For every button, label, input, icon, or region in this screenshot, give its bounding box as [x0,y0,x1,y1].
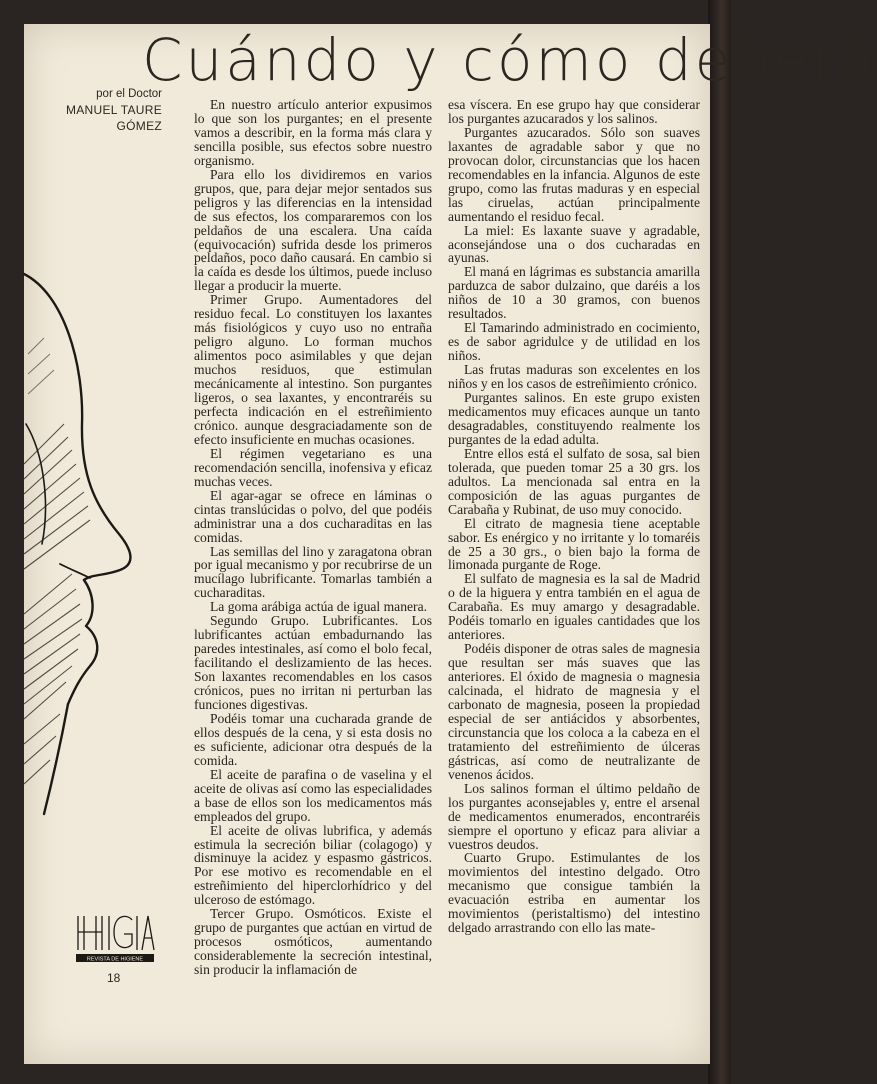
magazine-page [24,24,877,1064]
paragraph: Los salinos forman el último peldaño de los purgantes aconsejables y, entre el arsenal de medicamentos enumerados, encontraréis siempre el oportuno y eficaz para aliviar a vuestros deudos. [448,780,700,852]
paragraph: Podéis tomar una cucharada grande de ellos después de la cena, y si esta dosis no es suficiente, adicionar otra después de la comida. [194,710,432,768]
byline-prefix: por el Doctor [96,88,162,100]
paragraph: Cuarto Grupo. Estimulantes de los movimientos del intestino delgado. Otro mecanismo que consigue también la evacuación estriba en aumentar los movimientos (peristaltismo) del intestino delgado arrastrando con ello las mate- [448,850,700,936]
paragraph: esa víscera. En ese grupo hay que considerar los purgantes azucarados y los salinos. [448,97,700,126]
magazine-spine [708,0,731,1084]
paragraph: El maná en lágrimas es substancia amarilla parduzca de sabor dulzaino, que daréis a los niños de 10 a 30 gramos, con buenos resultados. [448,264,700,322]
higia-logo [74,914,156,968]
paragraph: Purgantes azucarados. Sólo son suaves laxantes de agradable sabor y que no provocan dolor, circunstancias que los hacen recomendables en la infancia. Algunos de este grupo, como las frutas maduras y en especial las ciruelas, actúan principalmente aumentando el residuo fecal. [448,124,700,224]
text-column-right [448,98,700,935]
paragraph: La miel: Es laxante suave y agradable, aconsejándose una o dos cucharadas en ayunas. [448,222,700,266]
logo-subtitle: REVISTA DE HIGIENE [86,956,144,963]
paragraph: Segundo Grupo. Lubrificantes. Los lubrificantes actúan embadurnando las paredes intestinales, así como el bolo fecal, facilitando el deslizamiento de las heces. Son laxantes recomendables en los casos crónicos, pues no irritan ni perturban las funciones digestivas. [194,613,432,712]
paragraph: El régimen vegetariano es una recomendación sencilla, inofensiva y eficaz muchas veces. [194,445,432,489]
paragraph: En nuestro artículo anterior expusimos lo que son los purgantes; en el presente vamos a describir, en la forma más clara y sencilla posible, sus efectos sobre nuestro organismo. [194,97,432,168]
paragraph: El sulfato de magnesia es la sal de Madrid o de la higuera y entra también en el agua de Carabaña. Es muy amargo y desagradable. Podéis tomarlo en iguales cantidades que los anteriores. [448,571,700,643]
paragraph: El aceite de olivas lubrifica, y además estimula la secreción biliar (colagogo) y disminuye la acidez y espasmo gástricos. Por ese motivo es recomendable en el estreñimiento del hiperclorhídrico y del ulceroso de estómago. [194,822,432,908]
paragraph: La goma arábiga actúa de igual manera. [210,599,428,615]
paragraph: Las frutas maduras son excelentes en los niños y en los casos de estreñimiento crónico. [448,362,700,392]
paragraph: Para ello los dividiremos en varios grupos, que, para dejar mejor sentados sus peligros y las diferencias en la intensidad de sus efectos, los compararemos con los peldaños de una escalera. Una caída (equivocación) sufrida desde los primeros peldaños, poco daño causará. En cambio si la caída es desde los últimos, puede incluso llegar a producir la muerte. [194,166,432,294]
article-title: Cuándo y cómo deberá [142,26,877,94]
higia-logo-mark [74,914,156,964]
author-name-line-2: GÓMEZ [116,119,162,133]
page-number: 18 [107,971,121,985]
paragraph: Podéis disponer de otras sales de magnesia que resultan ser más suaves que las anteriores. El óxido de magnesia o magnesia calcinada, el hidrato de magnesia y el carbonato de magnesia, poseen la propiedad especial de ser antiácidos y absorbentes, circunstancia que los coloca a la cabeza en el tratamiento del estreñimiento de úlceras gástricas, así como de neutralizante de venenos ácidos. [448,641,700,782]
text-column-left [194,98,432,977]
author-name-line-1: MANUEL TAURE [65,103,162,117]
paragraph: Entre ellos está el sulfato de sosa, sal bien tolerada, que pueden tomar 25 a 30 grs. los adultos. La mencionada sal entra en la composición de las aguas purgantes de Carabaña y Rubinat, de uso muy conocido. [448,445,700,517]
paragraph: Las semillas del lino y zaragatona obran por igual mecanismo y por recubrirse de un mucílago lubrificante. Tomarlas también a cucharaditas. [194,543,432,601]
paragraph: El agar-agar se ofrece en láminas o cintas translúcidas o polvo, del que podéis administrar una a dos cucharaditas en las comidas. [194,487,432,545]
byline [24,86,162,134]
paragraph: El citrato de magnesia tiene aceptable sabor. Es enérgico y no irritante y lo tomaréis de 25 a 30 grs., o bien bajo la forma de limonada purgante de Roge. [448,515,700,573]
paragraph: Purgantes salinos. En este grupo existen medicamentos muy eficaces aunque un tanto desagradables, constituyendo realmente los purgantes de la edad adulta. [448,390,700,447]
paragraph: Tercer Grupo. Osmóticos. Existe el grupo de purgantes que actúan en virtud de procesos osmóticos, aumentando considerablemente la secreción intestinal, sin producir la inflamación de [194,906,432,978]
paragraph: El aceite de parafina o de vaselina y el aceite de olivas así como las especialidades a base de ellos son los medicamentos más empleados del grupo. [194,766,432,824]
paragraph: El Tamarindo administrado en cocimiento, es de sabor agridulce y de utilidad en los niños. [448,320,700,364]
paragraph: Primer Grupo. Aumentadores del residuo fecal. Lo constituyen los laxantes más fisiológicos y cuyo uso no entraña peligro alguno. Lo forman muchos alimentos poco asimilables y que dejan muchos residuos, que estimulan mecánicamente al intestino. Son purgantes ligeros, o sea laxantes, y encontraréis su perfecta indicación en el estreñimiento crónico. aunque desgraciadamente son de efecto insuficiente en muchas ocasiones. [194,292,432,447]
face-profile-illustration [24,274,174,834]
